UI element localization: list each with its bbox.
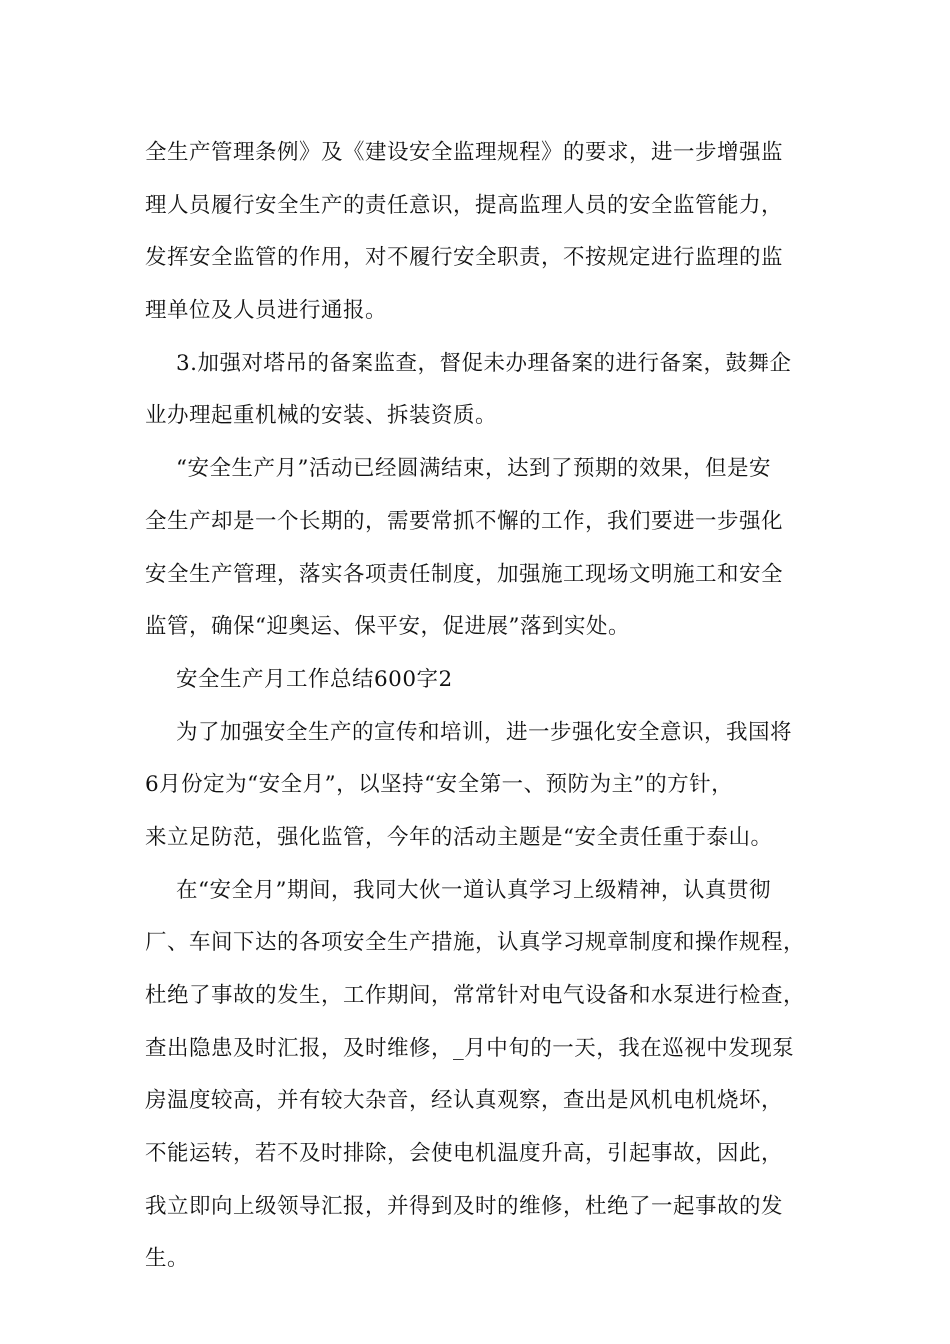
text-line: 全生产管理条例》及《建设安全监理规程》的要求，进一步增强监 (145, 140, 784, 165)
text-line: 在“安全月”期间，我同大伙一道认真学习上级精神，认真贯彻 (176, 877, 771, 903)
document-body (145, 127, 825, 1286)
text-line: 理人员履行安全生产的责任意识，提高监理人员的安全监管能力， (145, 192, 784, 218)
text-line: 我立即向上级领导汇报，并得到及时的维修，杜绝了一起事故的发 (145, 1193, 784, 1219)
text-line: 为了加强安全生产的宣传和培训，进一步强化安全意识，我国将 (176, 719, 793, 745)
text-line: “安全生产月”活动已经圆满结束，达到了预期的效果，但是安 (176, 456, 771, 482)
text-line: 理单位及人员进行通报。 (145, 298, 388, 324)
text-line: 业办理起重机械的安装、拆装资质。 (145, 403, 498, 429)
text-line: 房温度较高，并有较大杂音，经认真观察，查出是风机电机烧坏， (145, 1088, 784, 1114)
text-line: 发挥安全监管的作用，对不履行安全职责，不按规定进行监理的监 (145, 245, 784, 271)
text-line: 生。 (145, 1246, 190, 1272)
section-heading: 安全生产月工作总结600字2 (176, 666, 453, 692)
text-line: 3.加强对塔吊的备案监查，督促未办理备案的进行备案，鼓舞企 (176, 350, 792, 376)
text-line: 厂、车间下达的各项安全生产措施，认真学习规章制度和操作规程， (145, 930, 806, 956)
text-line: 6月份定为“安全月”，以坚持“安全第一、预防为主”的方针， (145, 772, 734, 798)
text-line: 监管，确保“迎奥运、保平安，促进展”落到实处。 (145, 614, 630, 640)
text-line: 查出隐患及时汇报，及时维修，_月中旬的一天，我在巡视中发现泵 (145, 1035, 795, 1061)
text-line: 安全生产管理，落实各项责任制度，加强施工现场文明施工和安全 (145, 561, 784, 587)
text-line: 杜绝了事故的发生，工作期间，常常针对电气设备和水泵进行检查， (145, 983, 806, 1008)
text-line: 不能运转，若不及时排除，会使电机温度升高，引起事故，因此， (145, 1141, 784, 1167)
text-line: 来立足防范，强化监管，今年的活动主题是“安全责任重于泰山。 (145, 824, 773, 850)
text-line: 全生产却是一个长期的，需要常抓不懈的工作，我们要进一步强化 (145, 508, 784, 534)
